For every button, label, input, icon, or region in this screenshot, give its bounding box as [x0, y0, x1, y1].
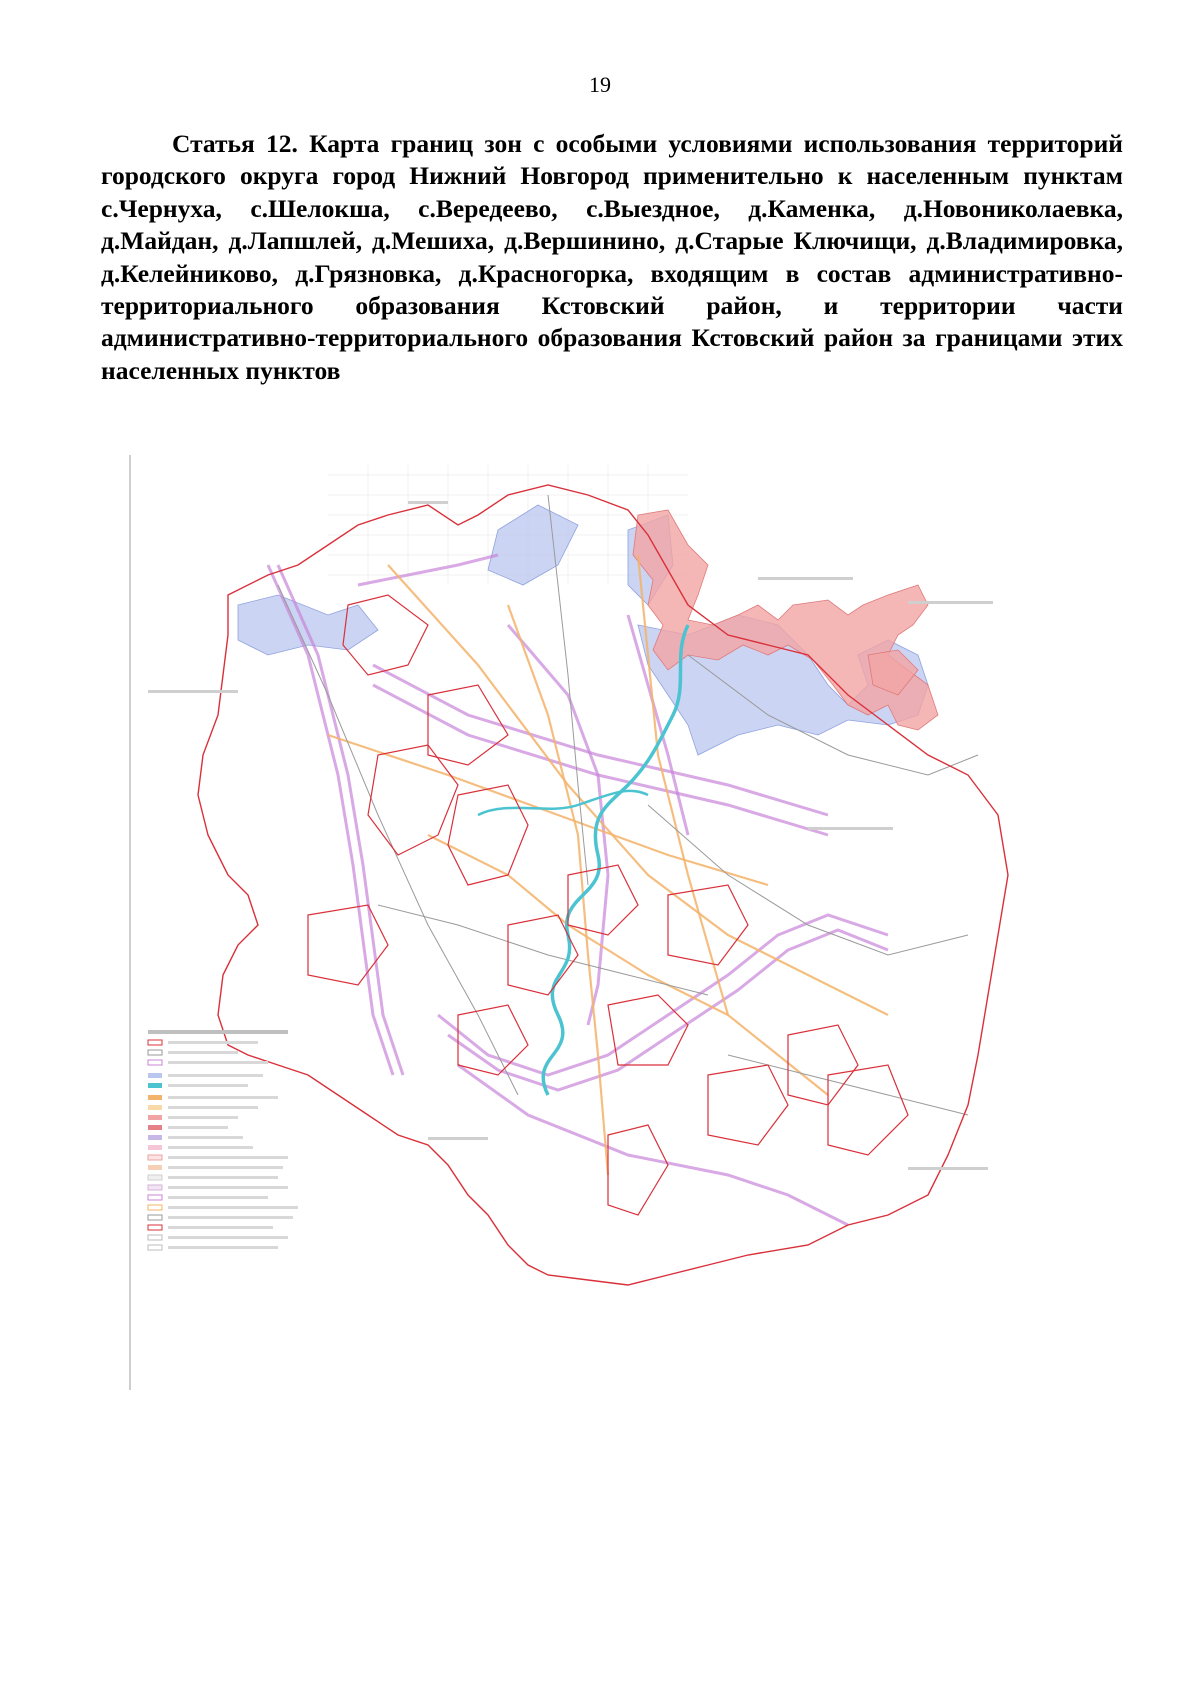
article-heading-text: Статья 12. Карта границ зон с особыми условиями использования территорий городского округа город Нижний Новгород применительно к населенным пунктам с.Чернуха, с.Шелокша, с.Вередеево, с.Выездное, д.Каменка, д.Новониколаевка, д.Майдан, д.Лапшлей, д.Мешиха, д.Вершинино, д.Старые Ключищи, д.Владимировка, д.Келейниково, д.Грязновка, д.Красногорка, входящим в состав административно-территориального образования Кстовский район, и территории части административно-территориального образования Кстовский район за границами этих населенных пунктов [101, 129, 1123, 385]
legend-title-bar [148, 1030, 288, 1034]
page-number: 19 [589, 72, 611, 97]
article-heading [101, 128, 1123, 387]
river [543, 625, 688, 1095]
roads [278, 495, 978, 1115]
legend-swatches [148, 1040, 298, 1250]
zone-map [128, 455, 1088, 1390]
map-legend [148, 1030, 298, 1250]
